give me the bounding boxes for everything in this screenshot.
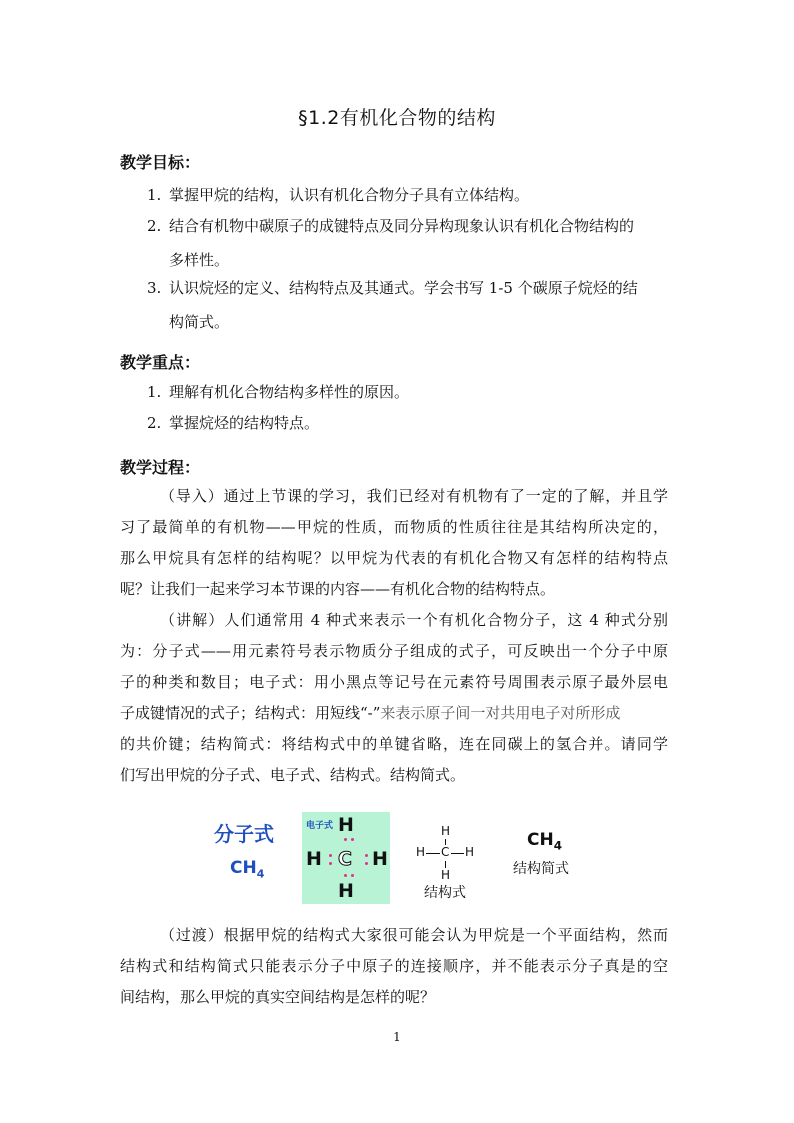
keypoint-item-1 (147, 377, 409, 408)
keypoint-text: 掌握烷烃的结构特点。 (169, 414, 320, 432)
electron-formula-box (302, 812, 390, 904)
struct-hydrogen-top: H (441, 824, 451, 838)
struct-hydrogen-right: H (465, 845, 475, 859)
keypoints-heading: 教学重点： (120, 353, 201, 372)
paragraph-line: 结构式和结构简式只能表示分子中原子的连接顺序，并不能表示分子真是的空 (120, 957, 668, 975)
bond-line (445, 861, 446, 868)
electron-dot (344, 838, 347, 841)
simplified-formula: $CH_4$ (527, 830, 562, 853)
paragraph-line (120, 698, 668, 729)
paragraph-line: （讲解）人们通常用 4 种式来表示一个有机化合物分子，这 4 种式分别 (160, 611, 668, 629)
line-segment: 子成键情况的式子；结构式：用短线 (120, 704, 361, 722)
molecular-formula-label: 分子式 (214, 822, 274, 846)
paragraph-line: （过渡）根据甲烷的结构式大家很可能会认为甲烷是一个平面结构，然而 (160, 926, 668, 944)
bond-dash-quote: “-” (360, 704, 381, 722)
electron-dot (365, 854, 368, 857)
paragraph-line: 们写出甲烷的分子式、电子式、结构式。结构简式。 (120, 766, 466, 784)
goal-number: 2. (147, 217, 162, 235)
structural-caption: 结构式 (424, 885, 466, 901)
goal-item-1 (147, 180, 529, 211)
methane-formula-figure (210, 808, 600, 908)
paragraph-line: 子的种类和数目；电子式：用小黑点等记号在元素符号周围表示原子最外层电 (120, 673, 668, 691)
goal-number: 3. (147, 279, 162, 297)
goal-text: 认识烷烃的定义、结构特点及其通式。学会书写 1-5 个碳原子烷烃的结 (169, 279, 638, 297)
page-title: §1.2有机化合物的结构 (298, 107, 496, 129)
keypoint-number: 1. (147, 383, 162, 401)
paragraph-line: 间结构，那么甲烷的真实空间结构是怎样的呢？ (120, 988, 436, 1006)
goal-continuation: 多样性。 (169, 251, 230, 269)
bond-line (445, 839, 446, 845)
line-segment-grey: 来表示原子间一对共用电子对所形成 (380, 704, 621, 722)
process-heading: 教学过程： (120, 458, 201, 477)
electron-dot (365, 862, 368, 865)
hydrogen-right: H (372, 848, 388, 870)
electron-dot (329, 854, 332, 857)
bond-line (451, 853, 464, 854)
page-number: 1 (393, 1030, 401, 1044)
struct-carbon: C (441, 845, 450, 859)
goal-number: 1. (147, 186, 162, 204)
paragraph-line: 为：分子式——用元素符号表示物质分子组成的式子，可反映出一个分子中原 (120, 642, 668, 660)
keypoint-text: 理解有机化合物结构多样性的原因。 (169, 383, 410, 401)
keypoint-item-2 (147, 408, 319, 439)
goal-continuation: 构简式。 (169, 313, 230, 331)
goal-item-3 (147, 273, 638, 304)
electron-dot (351, 874, 354, 877)
struct-hydrogen-bottom: H (441, 868, 451, 882)
explain-paragraph (120, 605, 668, 791)
paragraph-line: 的共价键；结构简式：将结构式中的单键省略，连在同碳上的氢合并。请同学 (120, 735, 668, 753)
bond-line (426, 853, 440, 854)
hydrogen-bottom: H (338, 880, 354, 902)
hydrogen-top: H (338, 814, 354, 836)
electron-dot (329, 862, 332, 865)
goal-text: 掌握甲烷的结构，认识有机化合物分子具有立体结构。 (169, 186, 530, 204)
paragraph-line: 习了最简单的有机物——甲烷的性质，而物质的性质往往是其结构所决定的， (120, 518, 668, 536)
goal-item-2 (147, 211, 634, 242)
carbon-atom: C (338, 848, 352, 870)
molecular-formula: $CH_4$ (230, 858, 265, 881)
paragraph-line: 那么甲烷具有怎样的结构呢？以甲烷为代表的有机化合物又有怎样的结构特点 (120, 549, 668, 567)
electron-dot (351, 838, 354, 841)
intro-paragraph (120, 481, 668, 605)
goals-heading: 教学目标： (120, 153, 201, 172)
goal-text: 结合有机物中碳原子的成键特点及同分异构现象认识有机化合物结构的 (169, 217, 635, 235)
hydrogen-left: H (306, 848, 322, 870)
simplified-caption: 结构简式 (513, 861, 569, 877)
electron-formula-tag: 电子式 (306, 821, 334, 831)
transition-paragraph (120, 920, 668, 1013)
paragraph-line: 呢？让我们一起来学习本节课的内容——有机化合物的结构特点。 (120, 580, 556, 598)
struct-hydrogen-left: H (416, 845, 426, 859)
electron-dot (344, 874, 347, 877)
paragraph-line: （导入）通过上节课的学习，我们已经对有机物有了一定的了解，并且学 (160, 487, 668, 505)
keypoint-number: 2. (147, 414, 162, 432)
